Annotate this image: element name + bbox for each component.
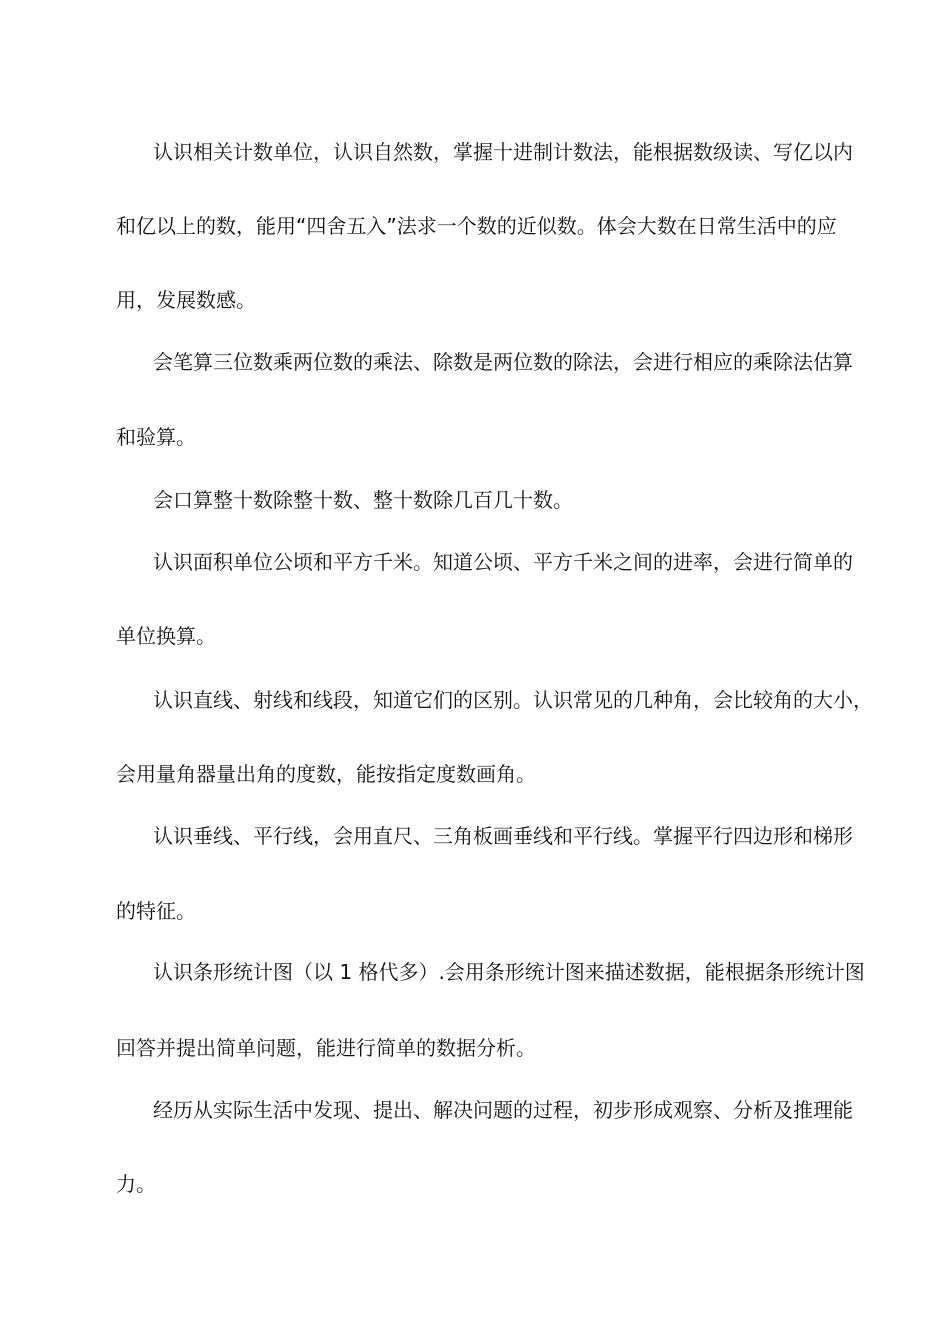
paragraph-7-line-1: 认识条形统计图（以 1 格代多）.会用条形统计图来描述数据，能根据条形统计图 <box>153 960 865 984</box>
paragraph-2-line-1: 会笔算三位数乘两位数的乘法、除数是两位数的除法，会进行相应的乘除法估算 <box>153 350 853 374</box>
paragraph-4-line-1: 认识面积单位公顷和平方千米。知道公顷、平方千米之间的进率，会进行简单的 <box>153 550 853 574</box>
paragraph-1-line-1: 认识相关计数单位，认识自然数，掌握十进制计数法，能根据数级读、写亿以内 <box>153 140 853 164</box>
paragraph-5-line-2: 会用量角器量出角的度数，能按指定度数画角。 <box>116 762 536 786</box>
paragraph-2-line-2: 和验算。 <box>116 425 196 449</box>
paragraph-3-line-1: 会口算整十数除整十数、整十数除几百几十数。 <box>153 488 573 512</box>
paragraph-6-line-1: 认识垂线、平行线，会用直尺、三角板画垂线和平行线。掌握平行四边形和梯形 <box>153 824 853 848</box>
paragraph-8-line-2: 力。 <box>116 1172 156 1196</box>
paragraph-5-line-1: 认识直线、射线和线段，知道它们的区别。认识常见的几种角，会比较角的大小， <box>153 688 873 712</box>
paragraph-1-line-3: 用，发展数感。 <box>116 288 256 312</box>
paragraph-8-line-1: 经历从实际生活中发现、提出、解决问题的过程，初步形成观察、分析及推理能 <box>153 1098 853 1122</box>
paragraph-7-line-2: 回答并提出简单问题，能进行简单的数据分析。 <box>116 1036 536 1060</box>
paragraph-4-line-2: 单位换算。 <box>116 624 216 648</box>
paragraph-6-line-2: 的特征。 <box>116 899 196 923</box>
paragraph-1-line-2: 和亿以上的数，能用“四舍五入”法求一个数的近似数。体会大数在日常生活中的应 <box>116 214 837 238</box>
